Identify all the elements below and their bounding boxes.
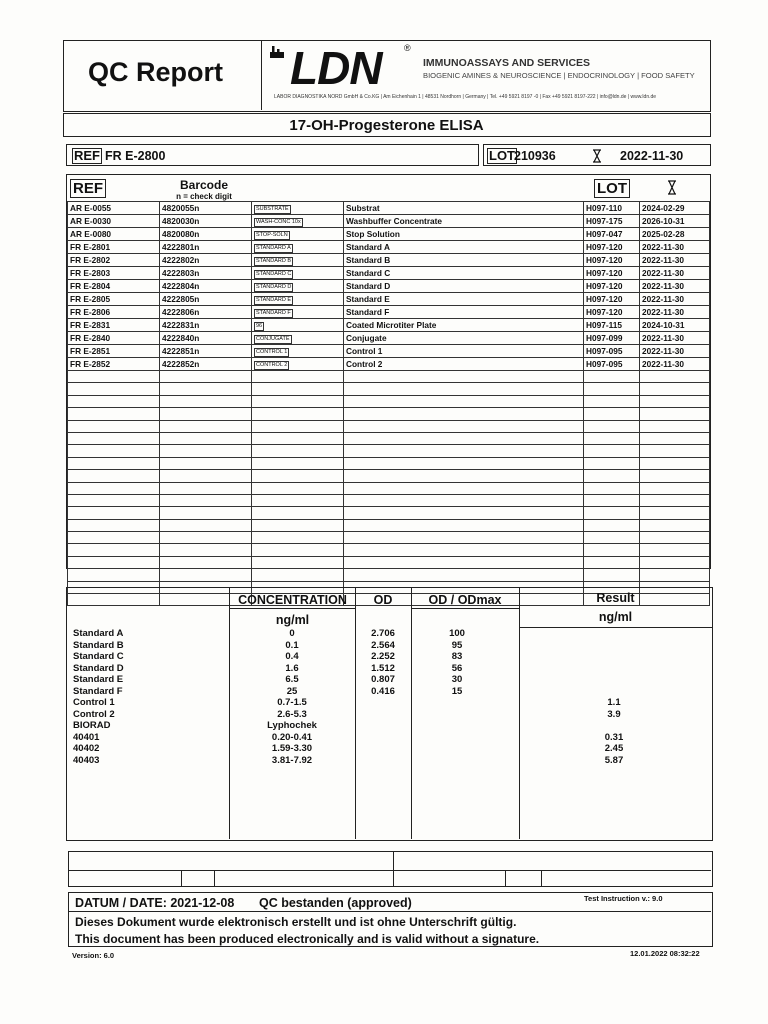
component-chip-cell	[252, 556, 344, 568]
component-name-cell	[344, 494, 584, 506]
component-chip-cell	[252, 358, 344, 371]
component-row	[68, 202, 710, 215]
component-barcode-cell	[160, 507, 252, 519]
component-lot-cell	[584, 408, 640, 420]
electronic-note-en: This document has been produced electronically and is valid without a signature.	[75, 932, 540, 946]
component-chip-cell	[252, 408, 344, 420]
component-ref-cell	[68, 383, 160, 395]
component-exp-cell: 2022-11-30	[640, 241, 710, 254]
component-exp-cell	[640, 519, 710, 531]
component-label-chip: CONTROL 1	[256, 349, 288, 355]
component-barcode-cell	[160, 569, 252, 581]
component-ref-cell: FR E-2840	[68, 332, 160, 345]
component-exp-cell	[640, 494, 710, 506]
result-unit: ng/ml	[598, 610, 633, 624]
empty-row	[68, 408, 710, 420]
component-ref-cell	[68, 395, 160, 407]
concentration-unit: ng/ml	[275, 613, 310, 627]
component-barcode-cell	[160, 457, 252, 469]
component-exp-cell	[640, 383, 710, 395]
component-exp-cell	[640, 445, 710, 457]
component-row	[68, 319, 710, 332]
component-exp-cell: 2022-11-30	[640, 293, 710, 306]
kit-lot-bar	[483, 144, 711, 166]
component-lot-cell	[584, 445, 640, 457]
component-label-chip: SUBSTRATE	[256, 206, 289, 212]
component-exp-cell	[640, 470, 710, 482]
component-row	[68, 345, 710, 358]
component-name-cell: Standard F	[344, 306, 584, 319]
component-name-cell: Standard A	[344, 241, 584, 254]
registered-mark: ®	[404, 43, 411, 53]
hourglass-header-icon	[667, 180, 677, 195]
component-ref-cell	[68, 532, 160, 544]
result-values: 1.1 3.9 0.31 2.45 5.87	[604, 697, 624, 766]
component-ref-cell	[68, 432, 160, 444]
component-exp-cell: 2022-11-30	[640, 306, 710, 319]
component-label-chip: CONJUGATE	[256, 336, 290, 342]
component-ref-cell: FR E-2831	[68, 319, 160, 332]
component-name-cell: Washbuffer Concentrate	[344, 215, 584, 228]
component-chip-cell	[252, 445, 344, 457]
component-lot-cell: H097-047	[584, 228, 640, 241]
component-name-cell: Control 2	[344, 358, 584, 371]
component-exp-cell: 2022-11-30	[640, 254, 710, 267]
component-exp-cell	[640, 371, 710, 383]
component-chip-cell	[252, 544, 344, 556]
component-barcode-cell	[160, 408, 252, 420]
component-chip-cell	[252, 494, 344, 506]
component-barcode-cell: 4222805n	[160, 293, 252, 306]
component-ref-cell: FR E-2802	[68, 254, 160, 267]
empty-row	[68, 507, 710, 519]
component-lot-cell: H097-175	[584, 215, 640, 228]
component-lot-cell: H097-115	[584, 319, 640, 332]
component-ref-cell	[68, 445, 160, 457]
component-label-chip: STANDARD F	[256, 310, 291, 316]
component-ref-cell	[68, 408, 160, 420]
blank-grid-v2	[214, 870, 215, 886]
component-chip-cell	[252, 532, 344, 544]
component-barcode-cell	[160, 482, 252, 494]
electronic-note-de: Dieses Dokument wurde elektronisch erstellt und ist ohne Unterschrift gültig.	[75, 915, 517, 929]
component-lot-cell	[584, 383, 640, 395]
product-name: 17-OH-Progesterone ELISA	[289, 117, 484, 134]
component-name-cell	[344, 445, 584, 457]
component-name-cell	[344, 507, 584, 519]
component-name-cell: Standard B	[344, 254, 584, 267]
component-barcode-cell: 4222831n	[160, 319, 252, 332]
component-name-cell	[344, 532, 584, 544]
component-row	[68, 215, 710, 228]
empty-row	[68, 569, 710, 581]
component-barcode-cell	[160, 445, 252, 457]
component-name-cell	[344, 519, 584, 531]
header-underline-2	[411, 608, 519, 609]
component-row	[68, 228, 710, 241]
component-barcode-cell	[160, 494, 252, 506]
concentration-values: 0 0.1 0.4 1.6 6.5 25 0.7-1.5 2.6-5.3 Lyphochek 0.20-0.41 1.59-3.30 3.81-7.92	[267, 628, 317, 766]
od-header: OD	[373, 593, 393, 607]
odmax-header: OD / ODmax	[428, 593, 502, 607]
component-ref-cell	[68, 470, 160, 482]
empty-row	[68, 383, 710, 395]
component-ref-cell: FR E-2805	[68, 293, 160, 306]
component-lot-cell	[584, 519, 640, 531]
report-title: QC Report	[88, 57, 223, 87]
component-ref-cell	[68, 371, 160, 383]
component-name-cell	[344, 432, 584, 444]
empty-row	[68, 532, 710, 544]
component-label-chip: STANDARD B	[256, 258, 292, 264]
component-lot-cell	[584, 470, 640, 482]
empty-row	[68, 544, 710, 556]
component-exp-cell: 2026-10-31	[640, 215, 710, 228]
approval-status: QC bestanden (approved)	[259, 896, 412, 910]
component-name-cell	[344, 420, 584, 432]
component-chip-cell	[252, 241, 344, 254]
component-lot-cell: H097-120	[584, 241, 640, 254]
approval-divider	[69, 911, 711, 912]
component-barcode-cell	[160, 395, 252, 407]
component-ref-cell	[68, 519, 160, 531]
component-barcode-cell	[160, 432, 252, 444]
lot-header: LOT	[594, 179, 630, 198]
blank-grid	[68, 851, 713, 887]
component-exp-cell	[640, 544, 710, 556]
approval-box	[68, 892, 713, 947]
component-lot-cell: H097-110	[584, 202, 640, 215]
component-barcode-cell	[160, 544, 252, 556]
component-barcode-cell: 4222852n	[160, 358, 252, 371]
approval-date: DATUM / DATE: 2021-12-08	[75, 896, 235, 910]
blank-grid-v3	[393, 852, 394, 886]
component-exp-cell: 2024-02-29	[640, 202, 710, 215]
barcode-header: Barcode	[179, 178, 229, 192]
component-lot-cell: H097-120	[584, 267, 640, 280]
component-lot-cell	[584, 507, 640, 519]
component-name-cell	[344, 470, 584, 482]
component-chip-cell	[252, 395, 344, 407]
component-exp-cell	[640, 457, 710, 469]
component-lot-cell: H097-095	[584, 358, 640, 371]
component-barcode-cell: 4222806n	[160, 306, 252, 319]
component-lot-cell	[584, 494, 640, 506]
component-ref-cell: FR E-2801	[68, 241, 160, 254]
component-ref-cell: FR E-2851	[68, 345, 160, 358]
component-label-chip: 96	[256, 323, 263, 329]
blank-grid-v4	[505, 870, 506, 886]
component-name-cell: Substrat	[344, 202, 584, 215]
component-barcode-cell: 4222801n	[160, 241, 252, 254]
component-exp-cell	[640, 507, 710, 519]
empty-row	[68, 482, 710, 494]
kit-ref-bar	[66, 144, 479, 166]
component-lot-cell	[584, 544, 640, 556]
component-barcode-cell: 4820080n	[160, 228, 252, 241]
ldn-logo: LDN	[290, 42, 382, 94]
component-name-cell	[344, 395, 584, 407]
component-ref-cell	[68, 507, 160, 519]
concentration-header: CONCENTRATION	[238, 593, 347, 607]
component-name-cell	[344, 383, 584, 395]
component-ref-cell: AR E-0055	[68, 202, 160, 215]
component-label-chip: CONTROL 2	[256, 362, 288, 368]
component-row	[68, 332, 710, 345]
component-chip-cell	[252, 457, 344, 469]
component-row	[68, 306, 710, 319]
subtagline: BIOGENIC AMINES & NEUROSCIENCE | ENDOCRINOLOGY | FOOD SAFETY	[423, 71, 695, 80]
component-chip-cell	[252, 569, 344, 581]
barcode-note: n = check digit	[176, 192, 232, 201]
component-name-cell	[344, 408, 584, 420]
component-ref-cell	[68, 420, 160, 432]
lot-symbol: LOT	[489, 148, 515, 163]
component-barcode-cell	[160, 519, 252, 531]
sample-labels: Standard A Standard B Standard C Standard D Standard E Standard F Control 1 Control 2 BIORAD 40401 40402 40403	[73, 628, 124, 766]
component-barcode-cell: 4222851n	[160, 345, 252, 358]
component-name-cell: Conjugate	[344, 332, 584, 345]
component-ref-cell: FR E-2803	[68, 267, 160, 280]
company-address: LABOR DIAGNOSTIKA NORD GmbH & Co.KG | Am Eichenhain 1 | 48531 Nordhorn | Germany | Tel. +49 5921 8197 -0 | Fax +49 5921 8197-222 | info@ldn.de | www.ldn.de	[274, 94, 657, 100]
component-exp-cell: 2024-10-31	[640, 319, 710, 332]
component-row	[68, 280, 710, 293]
empty-row	[68, 420, 710, 432]
component-exp-cell: 2022-11-30	[640, 280, 710, 293]
component-chip-cell	[252, 280, 344, 293]
component-chip-cell	[252, 332, 344, 345]
component-chip-cell	[252, 267, 344, 280]
component-row	[68, 254, 710, 267]
component-ref-cell	[68, 569, 160, 581]
component-exp-cell	[640, 569, 710, 581]
component-name-cell	[344, 371, 584, 383]
component-ref-cell	[68, 494, 160, 506]
component-lot-cell	[584, 371, 640, 383]
component-barcode-cell: 4222840n	[160, 332, 252, 345]
component-exp-cell: 2022-11-30	[640, 332, 710, 345]
kit-lot: 210936	[514, 149, 556, 163]
component-barcode-cell	[160, 383, 252, 395]
empty-row	[68, 432, 710, 444]
component-lot-cell	[584, 569, 640, 581]
col-divider-3	[411, 588, 412, 839]
header-underline-1	[229, 608, 356, 609]
component-row	[68, 358, 710, 371]
empty-row	[68, 470, 710, 482]
component-chip-cell	[252, 306, 344, 319]
ref-header: REF	[70, 179, 106, 198]
component-name-cell: Standard C	[344, 267, 584, 280]
component-lot-cell: H097-095	[584, 345, 640, 358]
empty-row	[68, 445, 710, 457]
od-values: 2.706 2.564 2.252 1.512 0.807 0.416	[371, 628, 395, 697]
components-grid	[67, 201, 710, 606]
result-header: Result	[596, 591, 635, 605]
component-chip-cell	[252, 215, 344, 228]
component-ref-cell: FR E-2806	[68, 306, 160, 319]
empty-row	[68, 395, 710, 407]
component-exp-cell	[640, 408, 710, 420]
component-exp-cell: 2025-02-28	[640, 228, 710, 241]
component-row	[68, 267, 710, 280]
component-lot-cell	[584, 556, 640, 568]
component-exp-cell	[640, 432, 710, 444]
component-ref-cell	[68, 556, 160, 568]
component-lot-cell	[584, 432, 640, 444]
components-table	[66, 174, 711, 569]
product-bar	[63, 113, 711, 137]
component-lot-cell: H097-120	[584, 306, 640, 319]
component-barcode-cell: 4222804n	[160, 280, 252, 293]
component-exp-cell	[640, 395, 710, 407]
kit-ref: FR E-2800	[105, 149, 166, 163]
component-chip-cell	[252, 507, 344, 519]
component-lot-cell	[584, 457, 640, 469]
report-header	[63, 40, 711, 112]
component-chip-cell	[252, 519, 344, 531]
component-exp-cell	[640, 556, 710, 568]
component-barcode-cell	[160, 556, 252, 568]
component-lot-cell: H097-099	[584, 332, 640, 345]
component-lot-cell	[584, 420, 640, 432]
version: Version: 6.0	[72, 951, 115, 960]
component-chip-cell	[252, 470, 344, 482]
empty-row	[68, 556, 710, 568]
component-lot-cell: H097-120	[584, 254, 640, 267]
component-barcode-cell	[160, 470, 252, 482]
component-chip-cell	[252, 371, 344, 383]
components-header	[67, 175, 709, 202]
empty-row	[68, 371, 710, 383]
component-label-chip: STANDARD A	[256, 245, 291, 251]
component-ref-cell: FR E-2852	[68, 358, 160, 371]
component-ref-cell	[68, 457, 160, 469]
component-name-cell: Stop Solution	[344, 228, 584, 241]
component-chip-cell	[252, 482, 344, 494]
component-lot-cell: H097-120	[584, 280, 640, 293]
factory-icon	[270, 46, 284, 58]
kit-expiry: 2022-11-30	[620, 149, 684, 163]
component-chip-cell	[252, 432, 344, 444]
test-instruction: Test Instruction v.: 9.0	[584, 894, 663, 903]
component-label-chip: STOP-SOLN	[256, 232, 288, 238]
component-ref-cell	[68, 544, 160, 556]
component-chip-cell	[252, 345, 344, 358]
component-lot-cell	[584, 395, 640, 407]
component-exp-cell	[640, 420, 710, 432]
component-chip-cell	[252, 254, 344, 267]
component-barcode-cell	[160, 420, 252, 432]
component-label-chip: STANDARD C	[256, 271, 292, 277]
component-chip-cell	[252, 420, 344, 432]
component-exp-cell: 2022-11-30	[640, 267, 710, 280]
component-name-cell	[344, 457, 584, 469]
component-exp-cell	[640, 482, 710, 494]
component-chip-cell	[252, 228, 344, 241]
component-barcode-cell	[160, 371, 252, 383]
print-timestamp: 12.01.2022 08:32:22	[630, 949, 700, 958]
component-chip-cell	[252, 293, 344, 306]
odmax-values: 100 95 83 56 30 15	[449, 628, 465, 697]
component-label-chip: STANDARD D	[256, 284, 292, 290]
component-ref-cell: AR E-0080	[68, 228, 160, 241]
component-barcode-cell: 4820030n	[160, 215, 252, 228]
component-row	[68, 293, 710, 306]
tagline: IMMUNOASSAYS AND SERVICES	[423, 57, 591, 69]
component-barcode-cell: 4820055n	[160, 202, 252, 215]
component-ref-cell: AR E-0030	[68, 215, 160, 228]
component-chip-cell	[252, 383, 344, 395]
empty-row	[68, 457, 710, 469]
component-name-cell	[344, 482, 584, 494]
component-row	[68, 241, 710, 254]
component-label-chip: STANDARD E	[256, 297, 292, 303]
component-barcode-cell: 4222803n	[160, 267, 252, 280]
empty-row	[68, 494, 710, 506]
blank-grid-v1	[181, 870, 182, 886]
blank-grid-v5	[541, 870, 542, 886]
blank-grid-hline	[69, 870, 711, 871]
component-barcode-cell: 4222802n	[160, 254, 252, 267]
component-lot-cell: H097-120	[584, 293, 640, 306]
component-name-cell	[344, 556, 584, 568]
component-lot-cell	[584, 482, 640, 494]
component-name-cell: Standard E	[344, 293, 584, 306]
ref-symbol: REF	[74, 148, 100, 163]
component-ref-cell	[68, 482, 160, 494]
component-name-cell	[344, 544, 584, 556]
component-chip-cell	[252, 202, 344, 215]
component-exp-cell	[640, 532, 710, 544]
component-lot-cell	[584, 532, 640, 544]
hourglass-icon	[592, 149, 602, 163]
component-barcode-cell	[160, 532, 252, 544]
component-name-cell: Coated Microtiter Plate	[344, 319, 584, 332]
results-table	[66, 587, 713, 841]
component-name-cell: Control 1	[344, 345, 584, 358]
component-chip-cell	[252, 319, 344, 332]
component-exp-cell: 2022-11-30	[640, 358, 710, 371]
empty-row	[68, 519, 710, 531]
component-label-chip: WASH-CONC 10x	[256, 219, 301, 225]
component-name-cell	[344, 569, 584, 581]
component-exp-cell: 2022-11-30	[640, 345, 710, 358]
title-cell	[64, 41, 262, 110]
component-name-cell: Standard D	[344, 280, 584, 293]
component-ref-cell: FR E-2804	[68, 280, 160, 293]
